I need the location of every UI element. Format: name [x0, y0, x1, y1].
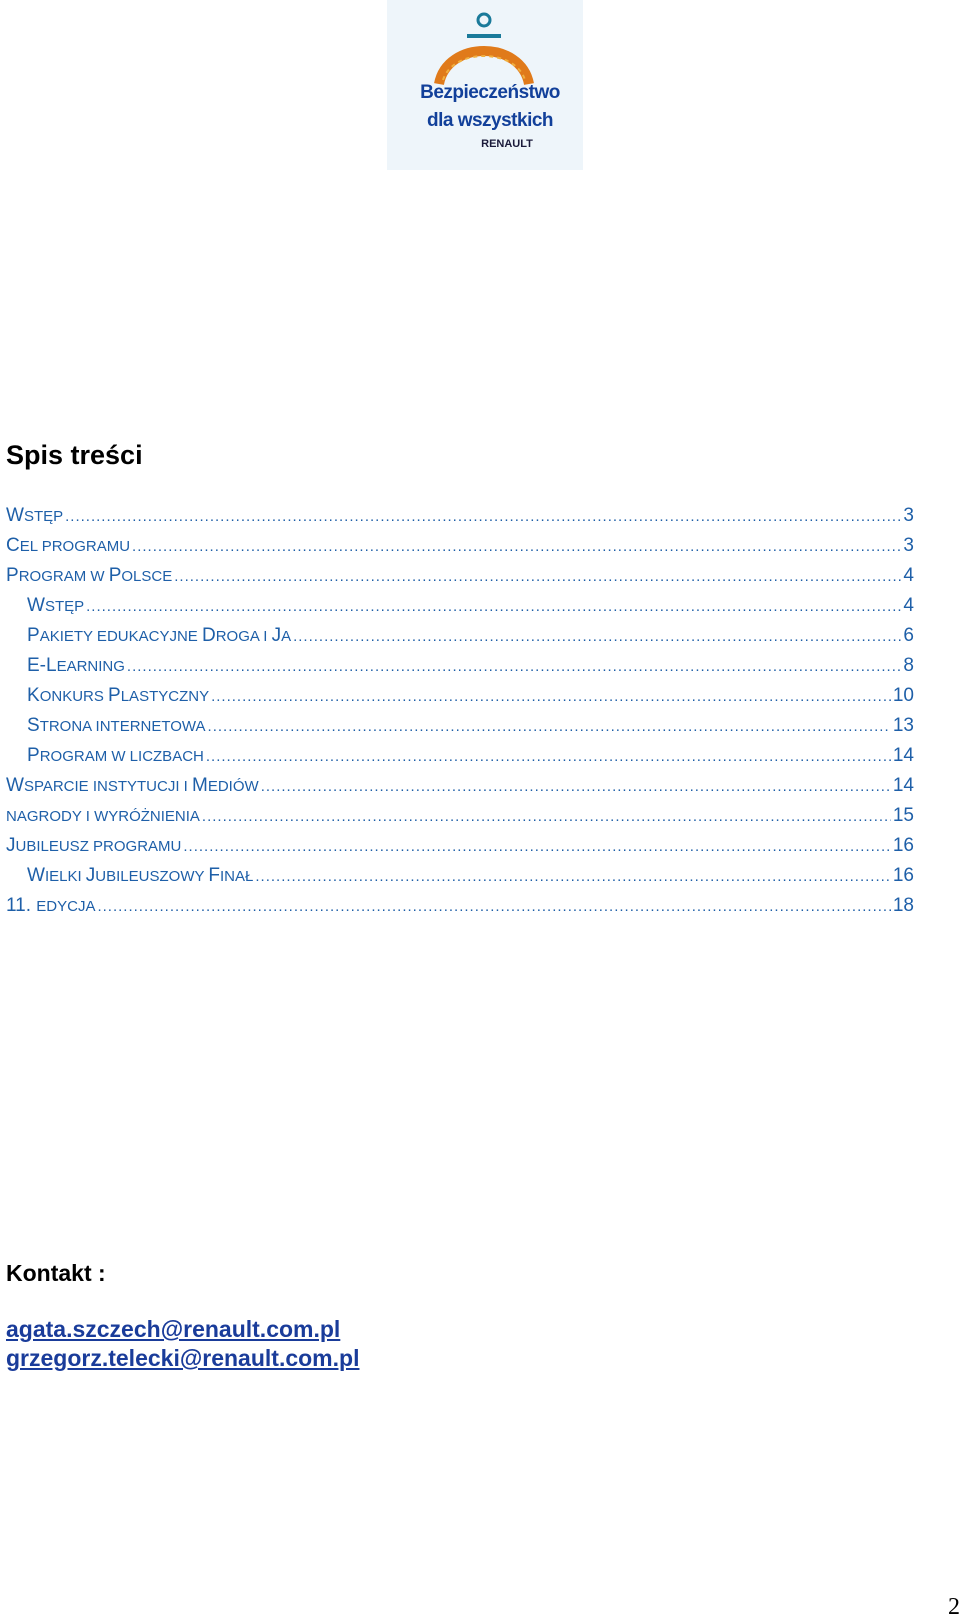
toc-entry-page: 6 [903, 625, 914, 646]
logo-brand: RENAULT [481, 138, 533, 150]
toc-entry-page: 16 [892, 835, 914, 856]
toc-entry-page: 16 [892, 865, 914, 886]
toc-dot-leader [293, 628, 901, 645]
toc-dot-leader [211, 688, 891, 705]
toc-entry-page: 8 [903, 655, 914, 676]
toc-entry-page: 10 [892, 685, 914, 706]
toc-dot-leader [65, 508, 901, 525]
toc-entry-page: 3 [903, 535, 914, 556]
toc-entry-label: PROGRAM W POLSCE [6, 565, 173, 586]
program-logo [387, 0, 583, 170]
toc-entry[interactable] [27, 685, 914, 715]
toc-entry-label: WSPARCIE INSTYTUCJI I MEDIÓW [6, 775, 259, 796]
toc-entry[interactable] [6, 565, 914, 595]
logo-line-1: Bezpieczeństwo [420, 82, 560, 103]
contact-title: Kontakt : [6, 1260, 106, 1286]
toc-entry[interactable] [27, 595, 914, 625]
toc-dot-leader [86, 598, 901, 615]
toc-entry[interactable] [6, 895, 914, 925]
toc-entry-page: 4 [903, 565, 914, 586]
toc-entry-label: NAGRODY I WYRÓŻNIENIA [6, 808, 200, 825]
toc-entry[interactable] [6, 775, 914, 805]
toc-dot-leader [97, 898, 890, 915]
email-link-grzegorz[interactable]: grzegorz.telecki@renault.com.pl [6, 1345, 360, 1371]
toc-dot-leader [206, 748, 891, 765]
toc-entry-label: WIELKI JUBILEUSZOWY FINAŁ [27, 865, 254, 886]
toc-entry-label: 11. EDYCJA [6, 895, 96, 916]
toc-dot-leader [261, 778, 891, 795]
toc-entry-label: PROGRAM W LICZBACH [27, 745, 204, 766]
toc-entry-page: 4 [903, 595, 914, 616]
toc-entry-page: 14 [892, 745, 914, 766]
toc-entry-label: WSTĘP [27, 595, 85, 616]
toc-dot-leader [255, 868, 891, 885]
toc-entry-page: 14 [892, 775, 914, 796]
toc-entry[interactable] [6, 505, 914, 535]
logo-line-2: dla wszystkich [426, 110, 554, 131]
toc-entry[interactable] [27, 745, 914, 775]
toc-entry-page: 3 [903, 505, 914, 526]
toc-dot-leader [127, 658, 902, 675]
toc-entry[interactable] [6, 535, 914, 565]
toc-entry-label: CEL PROGRAMU [6, 535, 131, 556]
toc-entry[interactable] [27, 865, 914, 895]
toc-dot-leader [202, 808, 891, 825]
toc-dot-leader [183, 838, 891, 855]
toc-dot-leader [132, 538, 901, 555]
email-link-agata[interactable]: agata.szczech@renault.com.pl [6, 1316, 341, 1342]
toc-dot-leader [174, 568, 901, 585]
toc-entry[interactable] [6, 835, 914, 865]
toc-entry[interactable] [27, 715, 914, 745]
toc-entry[interactable] [6, 805, 914, 835]
toc-dot-leader [208, 718, 891, 735]
road-arch-logo-icon [387, 0, 583, 90]
toc-entry[interactable] [27, 655, 914, 685]
toc-entry[interactable] [27, 625, 914, 655]
toc-entry-label: KONKURS PLASTYCZNY [27, 685, 210, 706]
toc-entry-label: E-LEARNING [27, 655, 125, 676]
toc-entry-page: 18 [892, 895, 914, 916]
toc-entry-label: PAKIETY EDUKACYJNE DROGA I JA [27, 625, 292, 646]
toc-entry-page: 13 [892, 715, 914, 736]
toc-entry-page: 15 [892, 805, 914, 826]
page-number: 2 [948, 1594, 960, 1620]
toc-entry-label: WSTĘP [6, 505, 64, 526]
toc-title: Spis treści [6, 440, 143, 470]
toc-entry-label: STRONA INTERNETOWA [27, 715, 206, 736]
toc-entry-label: JUBILEUSZ PROGRAMU [6, 835, 182, 856]
